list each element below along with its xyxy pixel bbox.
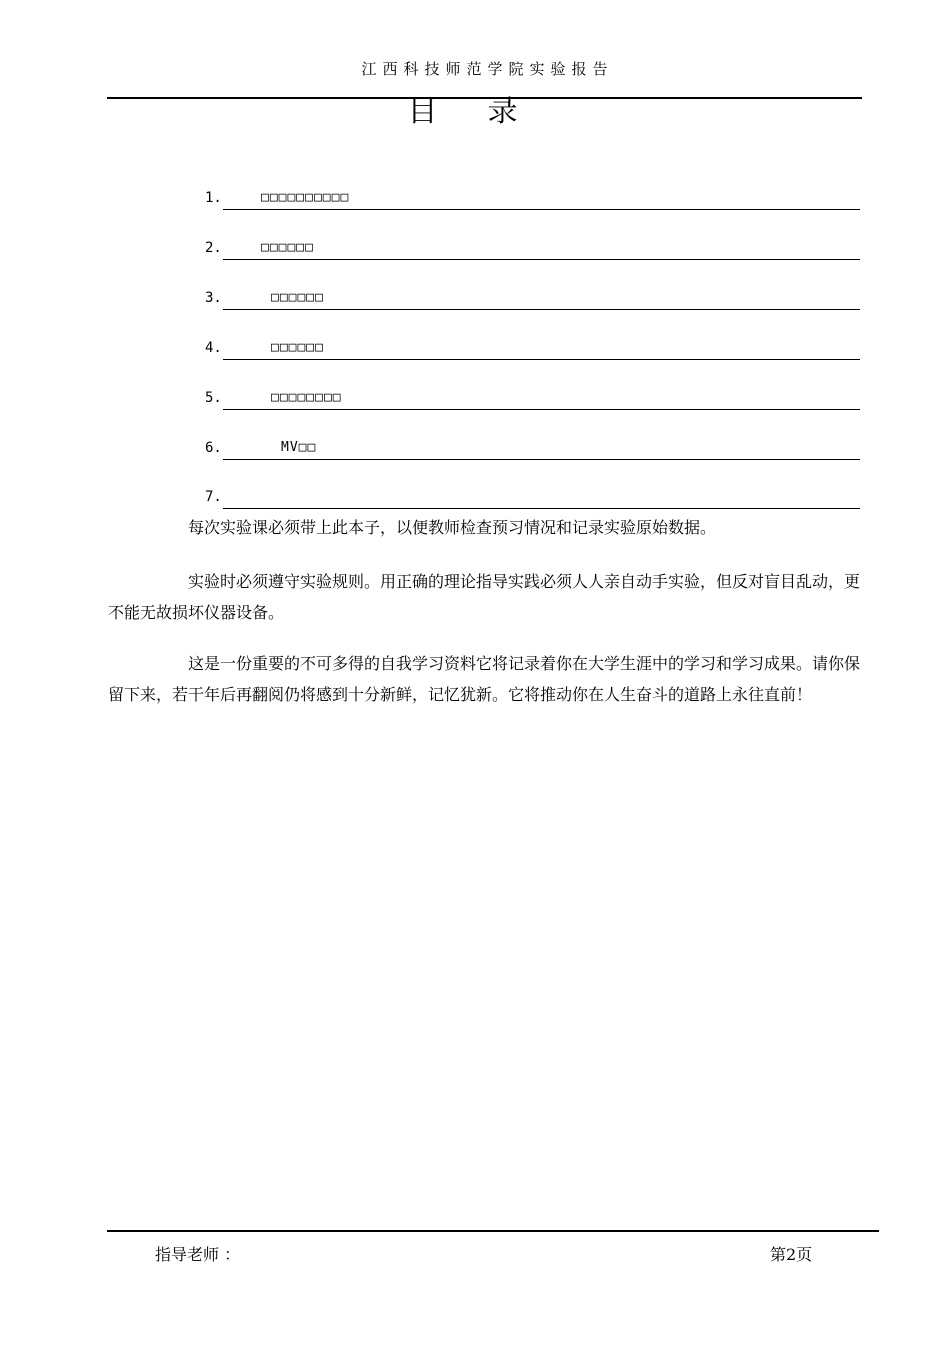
toc-heading: 目录 (407, 94, 568, 129)
toc-item-number: 7. (205, 489, 222, 505)
toc-item-number: 5. (205, 390, 222, 406)
page-number: 第2页 (770, 1245, 813, 1264)
footer-divider (107, 1230, 879, 1232)
toc-item-underline (223, 358, 860, 360)
toc-item-text: MV□□ (281, 440, 317, 455)
toc-item-underline (223, 507, 860, 509)
toc-item-text: □□□□□□ (271, 290, 324, 305)
toc-item-1 (205, 188, 860, 210)
toc-item-text: □□□□□□ (261, 240, 314, 255)
toc-item-underline (223, 458, 860, 460)
toc-item-number: 4. (205, 340, 222, 356)
toc-item-2 (205, 238, 860, 260)
toc-item-underline (223, 308, 860, 310)
instruction-paragraph-1: 每次实验课必须带上此本子，以便教师检查预习情况和记录实验原始数据。 (188, 518, 717, 537)
instruction-paragraph-2: 实验时必须遵守实验规则。用正确的理论指导实践必须人人亲自动手实验，但反对盲目乱动，更不能无故损坏仪器设备。 (108, 572, 861, 622)
toc-item-7 (205, 487, 860, 509)
toc-item-underline (223, 408, 860, 410)
toc-item-underline (223, 258, 860, 260)
toc-item-3 (205, 288, 860, 310)
toc-item-underline (223, 208, 860, 210)
toc-item-number: 6. (205, 440, 222, 456)
instruction-paragraph-3: 这是一份重要的不可多得的自我学习资料它将记录着你在大学生涯中的学习和学习成果。请你保留下来，若干年后再翻阅仍将感到十分新鲜，记忆犹新。它将推动你在人生奋斗的道路上永往直前！ (108, 654, 861, 704)
toc-item-text: □□□□□□ (271, 340, 324, 355)
toc-item-text: □□□□□□□□□□ (261, 190, 350, 205)
toc-item-number: 1. (205, 190, 222, 206)
toc-item-4 (205, 338, 860, 360)
report-header-title: 江西科技师范学院实验报告 (361, 60, 614, 78)
toc-item-number: 3. (205, 290, 222, 306)
supervisor-label: 指导老师 ： (155, 1245, 241, 1264)
toc-item-text: □□□□□□□□ (271, 390, 342, 405)
toc-item-6 (205, 438, 860, 460)
toc-item-5 (205, 388, 860, 410)
toc-item-number: 2. (205, 240, 222, 256)
